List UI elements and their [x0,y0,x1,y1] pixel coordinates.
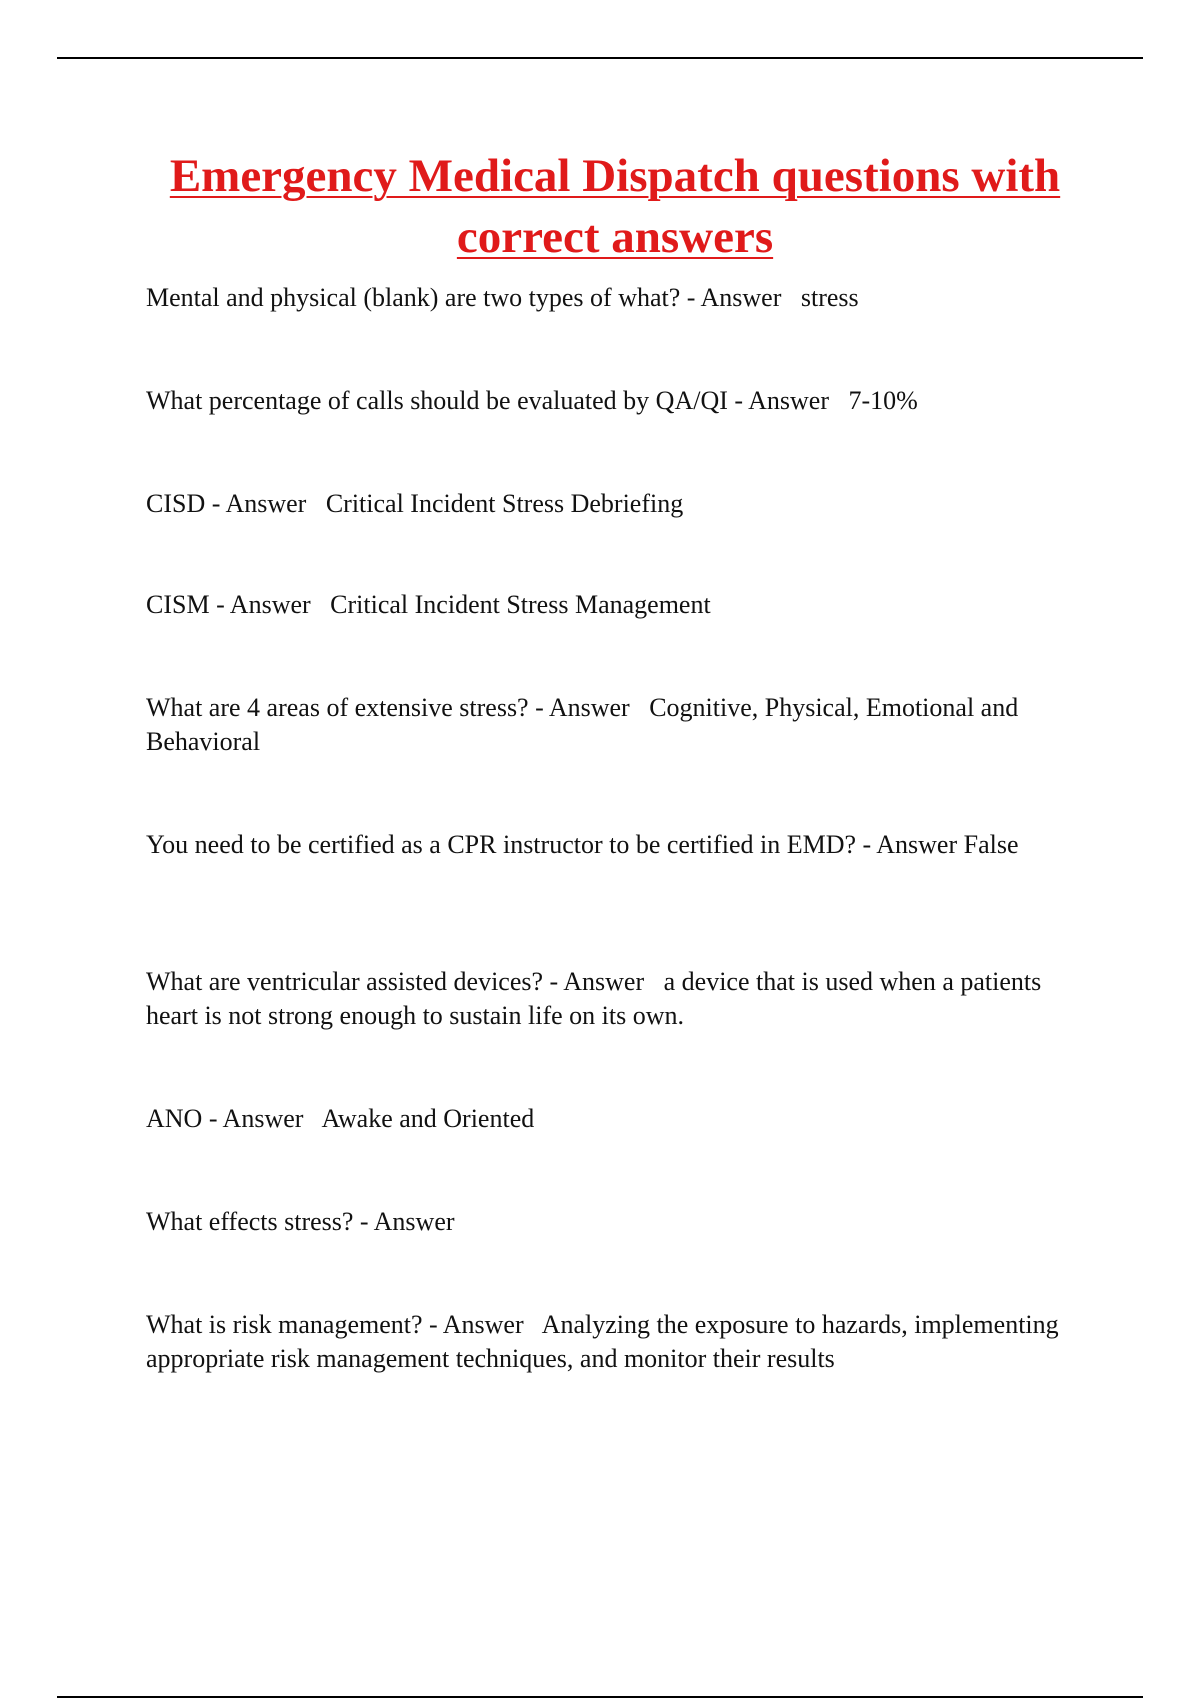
qa-item-1: Mental and physical (blank) are two types of what? - Answer stress [146,283,859,312]
qa-item-2: What percentage of calls should be evaluated by QA/QI - Answer 7-10% [146,386,918,415]
bottom-rule [57,1696,1143,1698]
qa-item-10: What is risk management? - Answer Analyzing the exposure to hazards, implementing appropriate risk management techniques, and monitor their results [146,1310,1066,1373]
qa-item-3: CISD - Answer Critical Incident Stress Debriefing [146,489,684,518]
document-title: Emergency Medical Dispatch questions with correct answers [169,150,1061,263]
qa-item-7: What are ventricular assisted devices? - Answer a device that is used when a patients heart is not strong enough to sustain life on its own. [146,967,1048,1030]
qa-item-8: ANO - Answer Awake and Oriented [146,1104,535,1133]
qa-item-9: What effects stress? - Answer [146,1207,455,1236]
top-rule [57,57,1143,59]
qa-item-6: You need to be certified as a CPR instructor to be certified in EMD? - Answer False [146,830,1019,859]
qa-item-5: What are 4 areas of extensive stress? - Answer Cognitive, Physical, Emotional and Behavioral [146,693,1025,756]
qa-item-4: CISM - Answer Critical Incident Stress Management [146,590,711,619]
